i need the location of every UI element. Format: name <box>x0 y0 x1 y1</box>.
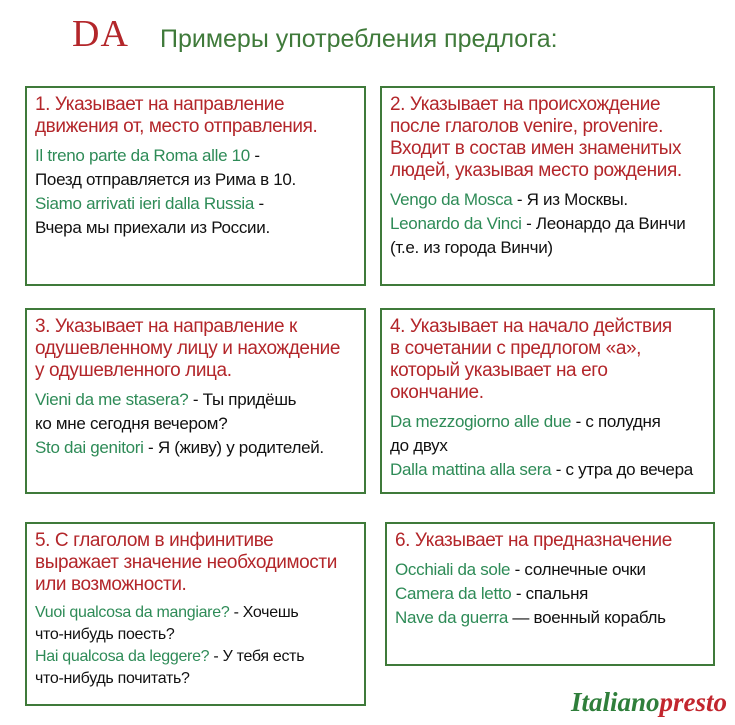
example-line <box>35 144 356 168</box>
italian-example: Camera da letto <box>395 584 512 603</box>
italian-example: Da mezzogiorno alle due <box>390 412 572 431</box>
italian-example: Vengo da Mosca <box>390 190 513 209</box>
brand-part1: Italiano <box>570 687 660 717</box>
example-line <box>35 192 356 216</box>
russian-translation: - Хочешь <box>229 604 299 621</box>
example-line <box>390 410 705 434</box>
page-subtitle: Примеры употребления предлога: <box>160 25 558 53</box>
card-title-line: или возможности. <box>35 574 187 595</box>
italian-example: Sto dai genitori <box>35 438 144 457</box>
card-title-line: в сочетании с предлогом «а», <box>390 338 642 359</box>
example-line <box>395 582 705 606</box>
russian-translation: - Я из Москвы. <box>512 190 628 209</box>
usage-card-6 <box>385 522 715 666</box>
italian-example: Leonardo da Vinci <box>390 214 522 233</box>
example-line <box>390 188 705 212</box>
example-line <box>390 458 705 482</box>
russian-translation: - Ты придёшь <box>188 390 297 409</box>
example-line <box>35 602 356 624</box>
italian-example: Il treno parte da Roma alle 10 <box>35 146 250 165</box>
italian-example: Vuoi qualcosa da mangiare? <box>35 604 230 621</box>
russian-translation: - с полудня <box>571 412 661 431</box>
example-line <box>390 434 705 458</box>
russian-translation: — военный корабль <box>507 608 666 627</box>
russian-translation: Поезд отправляется из Рима в 10. <box>35 170 296 189</box>
header <box>0 0 735 70</box>
italian-example: Hai qualcosa da leggere? <box>35 648 210 665</box>
example-line <box>35 412 356 436</box>
example-line <box>35 668 356 690</box>
card-title-line: 5. С глаголом в инфинитиве <box>35 530 274 551</box>
card-title-line: 1. Указывает на направление <box>35 94 285 115</box>
italian-example: Occhiali da sole <box>395 560 511 579</box>
russian-translation: (т.е. из города Винчи) <box>390 238 553 257</box>
usage-card-1 <box>25 86 366 286</box>
example-line <box>35 646 356 668</box>
example-line <box>395 606 705 630</box>
brand-part2: presto <box>659 687 727 717</box>
italian-example: Nave da guerra <box>395 608 508 627</box>
russian-translation: до двух <box>390 436 448 455</box>
example-line <box>35 216 356 240</box>
russian-translation: - солнечные очки <box>510 560 646 579</box>
card-title-line: одушевленному лицу и нахождение <box>35 338 341 359</box>
russian-translation: - с утра до вечера <box>551 460 693 479</box>
card-title-line: после глаголов venire, provenire. <box>390 116 663 137</box>
italian-example: Vieni da me stasera? <box>35 390 189 409</box>
card-title-line: людей, указывая место рождения. <box>390 160 682 181</box>
card-title-line: выражает значение необходимости <box>35 552 337 573</box>
card-title-line: 6. Указывает на предназначение <box>395 530 672 551</box>
example-line <box>390 236 705 260</box>
card-title-line: 3. Указывает на направление к <box>35 316 297 337</box>
russian-translation: - <box>254 194 264 213</box>
example-line <box>35 168 356 192</box>
example-line <box>390 212 705 236</box>
italian-example: Dalla mattina alla sera <box>390 460 552 479</box>
card-title-line: у одушевленного лица. <box>35 360 232 381</box>
card-title-line: который указывает на его окончание. <box>390 360 608 403</box>
russian-translation: - спальня <box>511 584 589 603</box>
russian-translation: - Я (живу) у родителей. <box>143 438 324 457</box>
example-line <box>35 624 356 646</box>
usage-card-4 <box>380 308 715 494</box>
example-line <box>35 388 356 412</box>
russian-translation: ко мне сегодня вечером? <box>35 414 228 433</box>
russian-translation: - У тебя есть <box>209 648 305 665</box>
usage-card-5 <box>25 522 366 706</box>
russian-translation: - <box>249 146 260 165</box>
example-line <box>395 558 705 582</box>
russian-translation: что-нибудь почитать? <box>35 670 190 687</box>
russian-translation: - Леонардо да Винчи <box>521 214 686 233</box>
card-title-line: 4. Указывает на начало действия <box>390 316 672 337</box>
da-title: DA <box>72 13 129 55</box>
usage-card-3 <box>25 308 366 494</box>
card-title-line: движения от, место отправления. <box>35 116 318 137</box>
italian-example: Siamo arrivati ieri dalla Russia <box>35 194 255 213</box>
card-title-line: 2. Указывает на происхождение <box>390 94 661 115</box>
usage-card-2 <box>380 86 715 286</box>
card-title-line: Входит в состав имен знаменитых <box>390 138 682 159</box>
russian-translation: что-нибудь поесть? <box>35 626 175 643</box>
russian-translation: Вчера мы приехали из России. <box>35 218 270 237</box>
brand-logo <box>571 687 727 717</box>
example-line <box>35 436 356 460</box>
